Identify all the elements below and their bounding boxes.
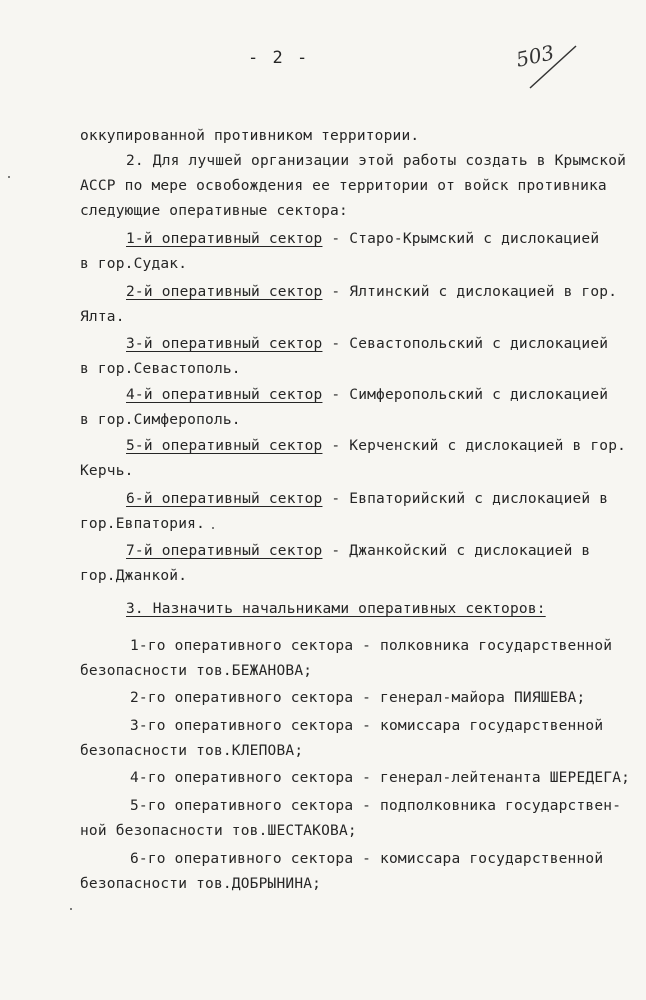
handwritten-stroke bbox=[524, 44, 584, 94]
sector-line: 7-й оперативный сектор - Джанкойский с дислокацией в bbox=[126, 543, 591, 559]
sector-line: 5-й оперативный сектор - Керченский с дислокацией в гор. bbox=[126, 438, 627, 454]
text-line: оккупированной противником территории. bbox=[80, 128, 420, 144]
sector-line: 3-й оперативный сектор - Севастопольский с дислокацией bbox=[126, 336, 609, 352]
sector-line: 2-й оперативный сектор - Ялтинский с дислокацией в гор. bbox=[126, 284, 618, 300]
sector-line: 4-й оперативный сектор - Симферопольский с дислокацией bbox=[126, 387, 609, 403]
sector-line: 6-й оперативный сектор - Евпаторийский с дислокацией в bbox=[126, 491, 609, 507]
sector-location: гор.Джанкой. bbox=[80, 568, 188, 584]
appointment-line: безопасности тов.ДОБРЫНИНА; bbox=[80, 876, 322, 892]
sector-line: 1-й оперативный сектор - Старо-Крымский с дислокацией bbox=[126, 231, 600, 247]
appointment-line: 1-го оперативного сектора - полковника государственной bbox=[130, 638, 613, 654]
archive-number-handwritten: 503 bbox=[513, 40, 557, 72]
sector-location: в гор.Судак. bbox=[80, 256, 188, 272]
section-heading: 3. Назначить начальниками оперативных секторов: bbox=[126, 601, 546, 617]
appointment-line: 6-го оперативного сектора - комиссара государственной bbox=[130, 851, 604, 867]
sector-location: Керчь. bbox=[80, 463, 134, 479]
appointment-line: ной безопасности тов.ШЕСТАКОВА; bbox=[80, 823, 357, 839]
appointment-line: 5-го оперативного сектора - подполковника государствен- bbox=[130, 798, 622, 814]
sector-label: 7-й оперативный сектор bbox=[126, 543, 323, 559]
sector-location: Ялта. bbox=[80, 309, 125, 325]
appointment-line: 4-го оперативного сектора - генерал-лейтенанта ШЕРЕДЕГА; bbox=[130, 770, 631, 786]
sector-label: 3-й оперативный сектор bbox=[126, 336, 323, 352]
sector-label: 2-й оперативный сектор bbox=[126, 284, 323, 300]
sector-location: гор.Евпатория. bbox=[80, 516, 206, 532]
sector-label: 1-й оперативный сектор bbox=[126, 231, 323, 247]
appointment-line: безопасности тов.БЕЖАНОВА; bbox=[80, 663, 313, 679]
appointment-line: 3-го оперативного сектора - комиссара государственной bbox=[130, 718, 604, 734]
sector-location: в гор.Симферополь. bbox=[80, 412, 241, 428]
sector-label: 4-й оперативный сектор bbox=[126, 387, 323, 403]
sector-label: 6-й оперативный сектор bbox=[126, 491, 323, 507]
appointment-line: 2-го оперативного сектора - генерал-майора ПИЯШЕВА; bbox=[130, 690, 586, 706]
scan-speck bbox=[70, 908, 72, 910]
appointment-line: безопасности тов.КЛЕПОВА; bbox=[80, 743, 304, 759]
sector-location: в гор.Севастополь. bbox=[80, 361, 241, 377]
page-number: - 2 - bbox=[248, 48, 310, 68]
scan-speck bbox=[212, 527, 214, 529]
sector-label: 5-й оперативный сектор bbox=[126, 438, 323, 454]
scan-speck bbox=[8, 176, 10, 178]
text-line: АССР по мере освобождения ее территории от войск противника bbox=[80, 178, 607, 194]
text-line: следующие оперативные сектора: bbox=[80, 203, 348, 219]
text-line: 2. Для лучшей организации этой работы создать в Крымской bbox=[126, 153, 627, 169]
